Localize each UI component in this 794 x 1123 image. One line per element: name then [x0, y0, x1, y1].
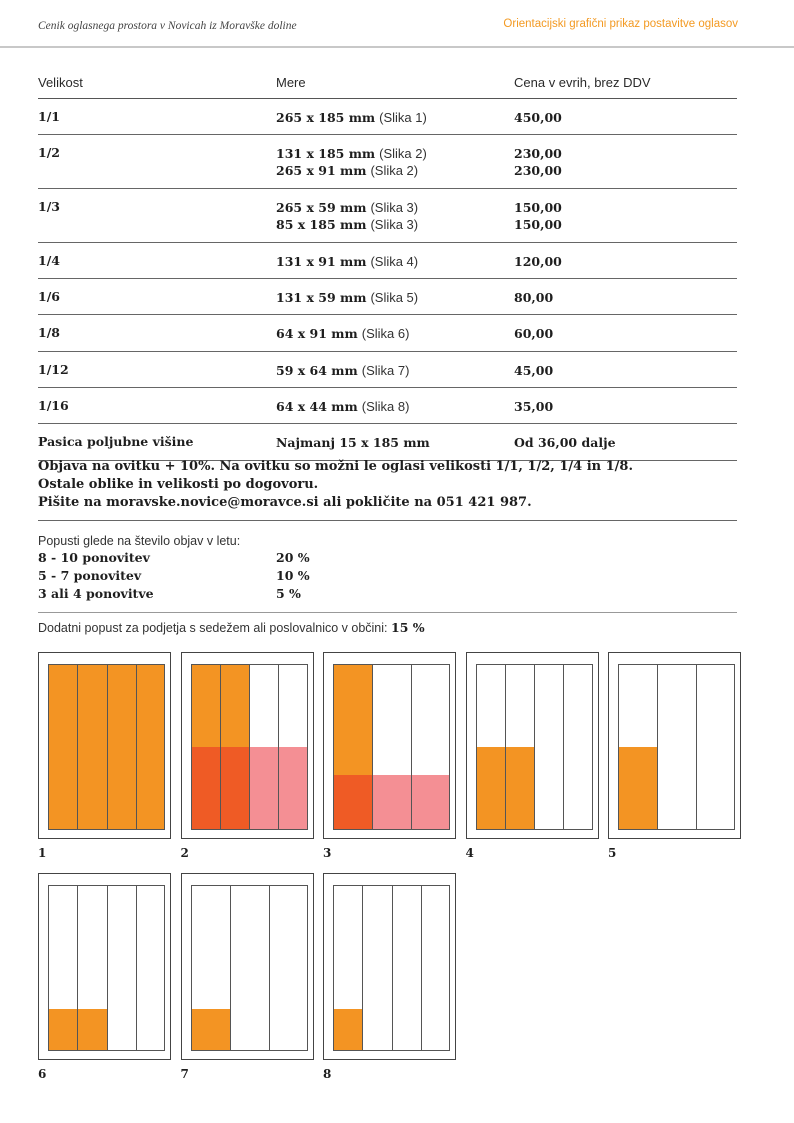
dimension-line [276, 199, 418, 216]
price-cell [514, 199, 562, 233]
table-body [38, 99, 737, 461]
figure-label: 6 [38, 1067, 47, 1081]
figure-reference: (Slika 7) [361, 363, 410, 378]
page-column [372, 664, 412, 830]
size-cell: 1/4 [38, 253, 60, 268]
ad-area [334, 775, 372, 829]
dimension-line [276, 325, 409, 342]
figure-label: 5 [608, 846, 617, 860]
page-column [278, 664, 307, 830]
dimension-value: 85 x 185 mm [276, 217, 367, 232]
figure-reference: (Slika 4) [370, 254, 419, 269]
page-column [136, 664, 165, 830]
extra-discount [38, 620, 425, 635]
dimension-line [276, 434, 430, 451]
dimension-line [276, 216, 418, 233]
dimension-line [276, 253, 418, 270]
dimension-line [276, 145, 427, 162]
dimensions-cell [276, 109, 427, 126]
page-column [505, 664, 535, 830]
size-cell: 1/2 [38, 145, 60, 160]
table-row [38, 279, 737, 315]
price-value: Od 36,00 dalje [514, 435, 616, 450]
ad-area [192, 747, 220, 829]
page-column [421, 885, 450, 1051]
price-cell [514, 109, 562, 126]
ad-area [334, 1009, 362, 1050]
dimension-value: 131 x 185 mm [276, 146, 376, 161]
ad-area [279, 747, 306, 829]
dimension-value: 131 x 91 mm [276, 254, 367, 269]
page-column [191, 885, 231, 1051]
layout-figure [181, 873, 314, 1060]
price-cell [514, 362, 553, 379]
page-column [269, 885, 308, 1051]
dimensions-cell [276, 398, 409, 415]
layout-figure [181, 652, 314, 839]
price-table [38, 70, 737, 461]
price-cell [514, 145, 562, 179]
column-header-dimensions: Mere [276, 75, 306, 90]
figure-reference: (Slika 8) [361, 399, 410, 414]
dimensions-cell [276, 325, 409, 342]
layout-figure [608, 652, 741, 839]
ad-area [506, 747, 534, 829]
page-column [48, 664, 78, 830]
page-column [220, 664, 250, 830]
page-column [249, 664, 279, 830]
price-value: 450,00 [514, 110, 562, 125]
ad-area [373, 775, 411, 829]
price-value: 150,00 [514, 217, 562, 232]
ad-area [619, 747, 657, 829]
discounts-title: Popusti glede na število objav v letu: [38, 534, 241, 548]
dimensions-cell [276, 434, 430, 451]
discount-row [38, 568, 737, 586]
dimensions-cell [276, 362, 409, 379]
figure-reference: (Slika 6) [361, 326, 410, 341]
page-column [107, 885, 137, 1051]
discount-label: 8 - 10 ponovitev [38, 550, 150, 565]
page-column [333, 885, 363, 1051]
dimension-line [276, 362, 409, 379]
dimension-line [276, 162, 427, 179]
price-cell [514, 398, 553, 415]
page-column [696, 664, 735, 830]
layout-figure [38, 873, 171, 1060]
figure-label: 8 [323, 1067, 332, 1081]
price-value: 230,00 [514, 146, 562, 161]
figure-reference: (Slika 3) [370, 217, 419, 232]
dimensions-cell [276, 253, 418, 270]
size-cell: 1/8 [38, 325, 60, 340]
layout-figure [323, 873, 456, 1060]
dimension-value: Najmanj 15 x 185 mm [276, 435, 430, 450]
discount-value: 20 % [276, 550, 310, 565]
page-column [476, 664, 506, 830]
ad-area [192, 1009, 230, 1050]
figure-reference: (Slika 2) [370, 163, 419, 178]
ad-area [78, 1009, 106, 1050]
figure-label: 7 [180, 1067, 189, 1081]
extra-discount-text: Dodatni popust za podjetja s sedežem ali poslovalnico v občini: [38, 621, 388, 635]
ad-area [221, 747, 249, 829]
figure-reference: (Slika 5) [370, 290, 419, 305]
price-value: 120,00 [514, 254, 562, 269]
figure-reference: (Slika 3) [370, 200, 419, 215]
size-cell: 1/1 [38, 109, 60, 124]
dimension-value: 59 x 64 mm [276, 363, 358, 378]
ad-area [137, 665, 164, 829]
page-column [657, 664, 697, 830]
page-header [0, 0, 794, 48]
price-value: 60,00 [514, 326, 554, 341]
figure-label: 1 [38, 846, 47, 860]
dimension-value: 265 x 59 mm [276, 200, 367, 215]
figure-label: 3 [323, 846, 332, 860]
figure-label: 2 [180, 846, 189, 860]
ad-area [49, 665, 77, 829]
page-column [534, 664, 564, 830]
dimensions-cell [276, 145, 427, 179]
note-line: Pišite na moravske.novice@moravce.si ali pokličite na 051 421 987. [38, 495, 532, 510]
page-column [563, 664, 592, 830]
header-subtitle: Orientacijski grafični prikaz postavitve oglasov [503, 18, 738, 30]
ad-area [49, 1009, 77, 1050]
price-cell [514, 325, 553, 342]
layout-figure [323, 652, 456, 839]
table-row [38, 135, 737, 189]
page-column [333, 664, 373, 830]
discount-row [38, 550, 737, 568]
table-row [38, 189, 737, 243]
note-line: Objava na ovitku + 10%. Na ovitku so možni le oglasi velikosti 1/1, 1/2, 1/4 in 1/8. [38, 459, 633, 474]
price-value: 80,00 [514, 290, 554, 305]
size-cell: 1/16 [38, 398, 69, 413]
discount-value: 10 % [276, 568, 310, 583]
page-column [411, 664, 450, 830]
page-column [77, 664, 107, 830]
dimension-value: 265 x 91 mm [276, 163, 367, 178]
page-column [392, 885, 422, 1051]
dimensions-cell [276, 289, 418, 306]
dimension-line [276, 289, 418, 306]
extra-discount-value: 15 % [391, 620, 425, 635]
figure-reference: (Slika 1) [379, 110, 427, 125]
dimension-line [276, 109, 427, 126]
table-row [38, 388, 737, 424]
column-header-size: Velikost [38, 75, 83, 90]
table-row [38, 99, 737, 135]
ad-area [477, 747, 505, 829]
dimension-value: 265 x 185 mm [276, 110, 376, 125]
ad-area [250, 747, 278, 829]
dimensions-cell [276, 199, 418, 233]
discount-label: 3 ali 4 ponovitve [38, 586, 154, 601]
price-value: 150,00 [514, 200, 562, 215]
layout-figure [466, 652, 599, 839]
price-value: 35,00 [514, 399, 554, 414]
dimension-value: 64 x 91 mm [276, 326, 358, 341]
dimension-value: 131 x 59 mm [276, 290, 367, 305]
ad-area [78, 665, 106, 829]
page-column [77, 885, 107, 1051]
price-value: 45,00 [514, 363, 554, 378]
dimension-line [276, 398, 409, 415]
size-cell: 1/3 [38, 199, 60, 214]
figure-label: 4 [465, 846, 474, 860]
ad-area [412, 775, 449, 829]
ad-area [108, 665, 136, 829]
discount-label: 5 - 7 ponovitev [38, 568, 142, 583]
column-header-price: Cena v evrih, brez DDV [514, 75, 651, 90]
page-column [230, 885, 270, 1051]
notes-block [38, 458, 737, 521]
layout-figure [38, 652, 171, 839]
page-column [618, 664, 658, 830]
dimension-value: 64 x 44 mm [276, 399, 358, 414]
page-column [191, 664, 221, 830]
table-header [38, 70, 737, 99]
table-row [38, 424, 737, 461]
price-cell [514, 434, 616, 451]
note-line: Ostale oblike in velikosti po dogovoru. [38, 477, 319, 492]
discount-row [38, 586, 737, 604]
price-cell [514, 289, 553, 306]
table-row [38, 243, 737, 279]
page-column [136, 885, 165, 1051]
discounts-block [38, 533, 737, 613]
price-value: 230,00 [514, 163, 562, 178]
header-title: Cenik oglasnega prostora v Novicah iz Moravške doline [38, 20, 297, 32]
table-row [38, 315, 737, 352]
size-cell: 1/12 [38, 362, 69, 377]
page-column [48, 885, 78, 1051]
discount-value: 5 % [276, 586, 301, 601]
size-cell: 1/6 [38, 289, 60, 304]
table-row [38, 352, 737, 388]
size-cell: Pasica poljubne višine [38, 434, 194, 449]
price-cell [514, 253, 562, 270]
page-column [362, 885, 392, 1051]
figure-reference: (Slika 2) [379, 146, 427, 161]
page-column [107, 664, 137, 830]
